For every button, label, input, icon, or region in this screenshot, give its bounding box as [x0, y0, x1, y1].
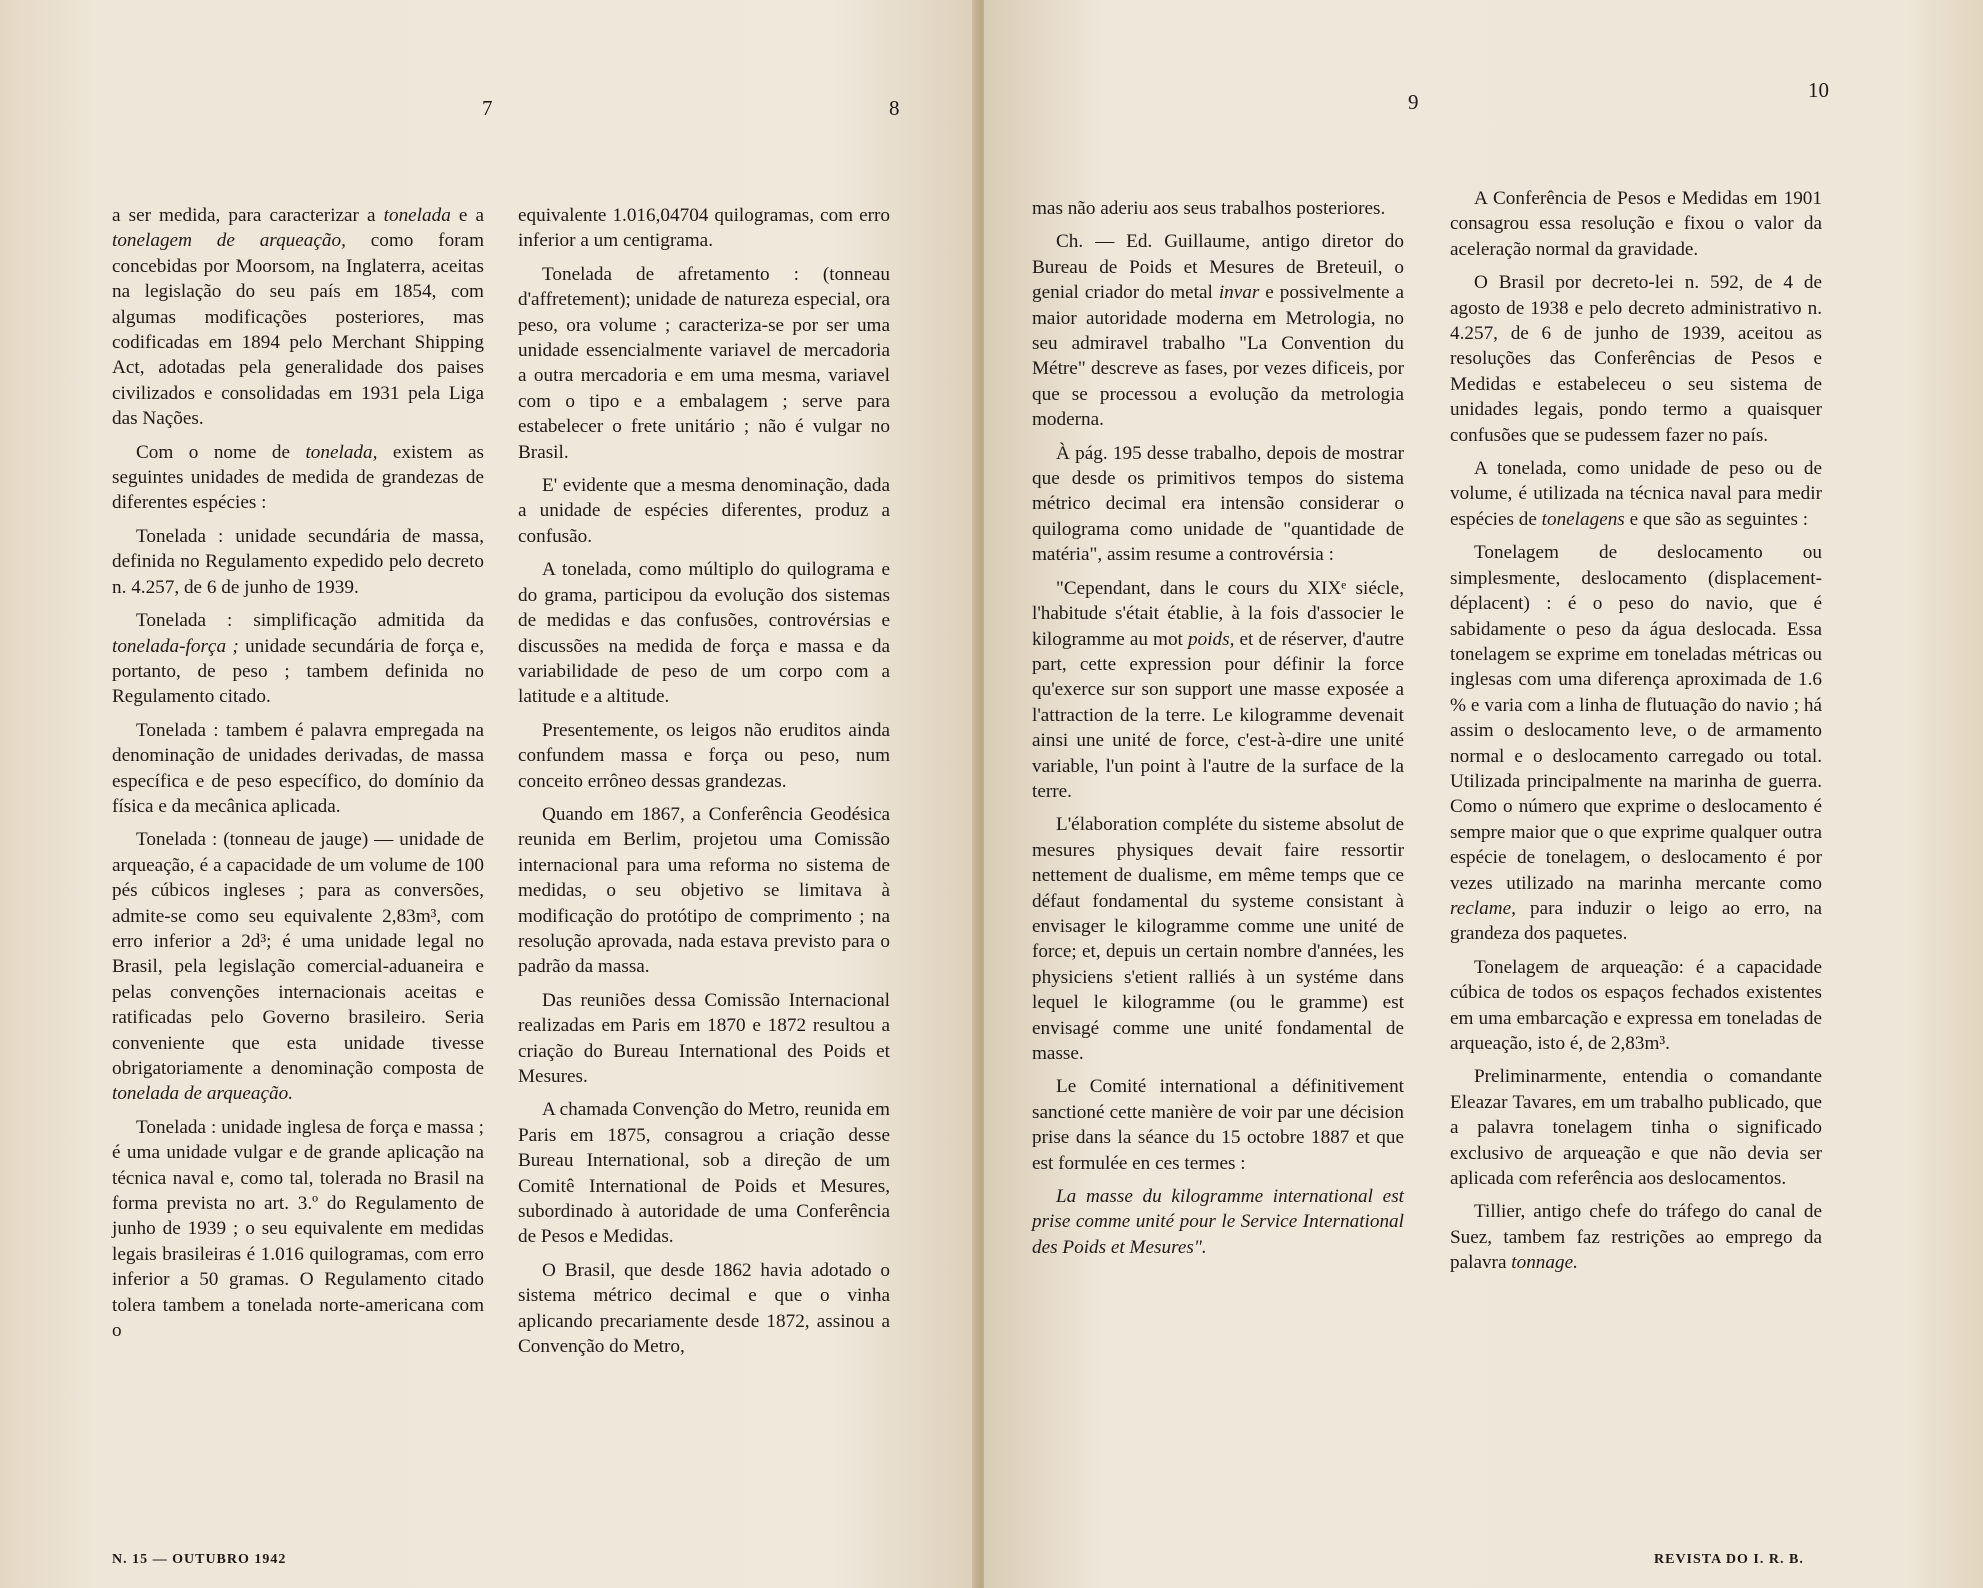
paragraph: Tonelagem de deslocamento ou simplesmente, deslocamento (displacement-déplacent) : é o peso do navio, que é sabidamente o peso da água deslocada. Essa tonelagem se exprime em toneladas métricas ou inglesas com uma diferença aproximada de 1.6 % e varia com a linha de flutuação do navio ; há assim o deslocamento leve, o de armamento normal e o deslocamento carregado ou total. Utilizada principalmente na marinha de guerra. Como o número que exprime o deslocamento é sempre maior que o que exprime qualquer outra espécie de tonelagem, o deslocamento é por vezes utilizado na marinha mercante como reclame, para induzir o leigo ao erro, na grandeza dos paquetes. — [1450, 542, 1822, 945]
paragraph: O Brasil, que desde 1862 havia adotado o sistema métrico decimal e que o vinha aplicando precariamente desde 1872, assinou a Convenção do Metro, — [518, 1259, 890, 1358]
paragraph: Tonelada de afretamento : (tonneau d'affretement); unidade de natureza especial, ora peso, ora volume ; caracteriza-se por ser uma unidade essencialmente variavel de mercadoria a outra mercadoria e em uma mesma, variavel com o tipo e a embalagem ; serve para estabelecer o frete unitário ; não é vulgar no Brasil. — [518, 263, 890, 463]
text-column-page-9 — [1032, 196, 1404, 1268]
footer-issue: N. 15 — OUTUBRO 1942 — [112, 1552, 287, 1567]
paragraph: equivalente 1.016,04704 quilogramas, com erro inferior a um centigrama. — [518, 205, 890, 252]
text-column-page-7 — [112, 203, 484, 1351]
paragraph: Tonelada : (tonneau de jauge) — unidade de arqueação, é a capacidade de um volume de 100 pés cúbicos ingleses ; para as conversões, admite-se como seu equivalente 2,83m³, com erro inferior a 2d³; é uma unidade legal no Brasil, pela legislação comercial-aduaneira e pelas convenções internacionais aceitas e ratificadas pelo Governo brasileiro. Seria conveniente que esta unidade tivesse obrigatoriamente a denominação composta de tonelada de arqueação. — [112, 829, 484, 1105]
paragraph: E' evidente que a mesma denominação, dada a unidade de espécies diferentes, produz a confusão. — [518, 475, 890, 547]
text-column-page-10 — [1450, 186, 1822, 1284]
left-page — [0, 0, 978, 1588]
page-number-7: 7 — [482, 96, 493, 120]
paragraph: L'élaboration compléte du sisteme absolut de mesures physiques devait faire ressortir nettement de dualisme, em même temps que ce défaut fondamental du systeme consistant à envisager le kilogramme comme une unité de force; et, depuis un certain nombre d'années, les physiciens s'etient ralliés à un systéme dans lequel le kilogramme (ou le gramme) est envisagé comme une unité fondamental de masse. — [1032, 814, 1404, 1064]
paragraph: Tonelada : unidade inglesa de força e massa ; é uma unidade vulgar e de grande aplicação na técnica naval e, como tal, tolerada no Brasil na forma prevista no art. 3.º do Regulamento de junho de 1939 ; o seu equivalente em medidas legais brasileiras é 1.016 quilogramas, com erro inferior a 50 gramas. O Regulamento citado tolera tambem a tonelada norte-americana com o — [112, 1116, 484, 1342]
paragraph: O Brasil por decreto-lei n. 592, de 4 de agosto de 1938 e pelo decreto administrativo n. 4.257, de 6 de junho de 1939, aceitou as resoluções das Conferências de Pesos e Medidas e estabeleceu o seu sistema de unidades legais, pondo termo a quaisquer confusões que se pudessem fazer no país. — [1450, 272, 1822, 446]
paragraph: A tonelada, como múltiplo do quilograma e do grama, participou da evolução dos sistemas de medidas e das confusões, controvérsias e discussões na medida de força e massa e da variabilidade de peso de um corpo com a latitude e a altitude. — [518, 559, 890, 708]
paragraph: Com o nome de tonelada, existem as seguintes unidades de medida de grandezas de diferentes espécies : — [112, 441, 484, 514]
right-page — [984, 0, 1983, 1588]
paragraph: La masse du kilogramme international est prise comme unité pour le Service International des Poids et Mesures". — [1032, 1186, 1404, 1258]
paragraph: Le Comité international a définitivement sanctioné cette manière de voir par une décision prise dans la séance du 15 octobre 1887 et que est formulée en ces termes : — [1032, 1076, 1404, 1174]
paragraph: Presentemente, os leigos não eruditos ainda confundem massa e força ou peso, num conceito errôneo dessas grandezas. — [518, 719, 890, 792]
paragraph: À pág. 195 desse trabalho, depois de mostrar que desde os primitivos tempos do sistema métrico decimal era intensão considerar o quilograma como unidade de "quantidade de matéria", assim resume a controvérsia : — [1032, 442, 1404, 566]
page-number-10: 10 — [1808, 78, 1829, 102]
paragraph: Tonelada : simplificação admitida da tonelada-força ; unidade secundária de força e, portanto, de peso ; tambem definida no Regulamento citado. — [112, 610, 484, 708]
paragraph: Tonelada : unidade secundária de massa, definida no Regulamento expedido pelo decreto n. 4.257, de 6 de junho de 1939. — [112, 525, 484, 598]
paragraph: a ser medida, para caracterizar a tonelada e a tonelagem de arqueação, como foram concebidas por Moorsom, na Inglaterra, aceitas na legislação do seu país em 1854, com algumas modificações posteriores, mas codificadas em 1894 pelo Merchant Shipping Act, adotadas pela generalidade dos paises civilizados e consolidadas em 1931 pela Liga das Nações. — [112, 205, 484, 430]
paragraph: mas não aderiu aos seus trabalhos posteriores. — [1032, 198, 1386, 219]
page-number-8: 8 — [889, 96, 900, 120]
footer-journal: REVISTA DO I. R. B. — [1654, 1552, 1804, 1567]
paragraph: A chamada Convenção do Metro, reunida em Paris em 1875, consagrou a criação desse Bureau International, sob a direção de um Comitê International de Poids et Mesures, subordinado à autoridade de uma Conferência de Pesos e Medidas. — [518, 1099, 890, 1248]
paragraph: Quando em 1867, a Conferência Geodésica reunida em Berlim, projetou uma Comissão internacional para uma reforma no sistema de medidas, o seu objetivo se limitava à modificação do protótipo de comprimento ; na resolução aprovada, nada estava previsto para o padrão da massa. — [518, 803, 890, 978]
paragraph: A Conferência de Pesos e Medidas em 1901 consagrou essa resolução e fixou o valor da aceleração normal da gravidade. — [1450, 188, 1822, 260]
paragraph: Ch. — Ed. Guillaume, antigo diretor do Bureau de Poids et Mesures de Breteuil, o genial criador do metal invar e possivelmente a maior autoridade moderna em Metrologia, no seu admiravel trabalho "La Convention du Métre" descreve as fases, por vezes dificeis, por que se processou a evolução da metrologia moderna. — [1032, 231, 1404, 431]
paragraph: Tonelagem de arqueação: é a capacidade cúbica de todos os espaços fechados existentes em uma embarcação e expressa em toneladas de arqueação, isto é, de 2,83m³. — [1450, 956, 1822, 1054]
paragraph: Das reuniões dessa Comissão Internacional realizadas em Paris em 1870 e 1872 resultou a criação do Bureau International des Poids et Mesures. — [518, 989, 890, 1087]
page-number-9: 9 — [1408, 90, 1419, 114]
text-column-page-8 — [518, 203, 890, 1367]
paragraph: Tonelada : tambem é palavra empregada na denominação de unidades derivadas, de massa específica e de peso específico, do domínio da física e da mecânica aplicada. — [112, 719, 484, 817]
paragraph: A tonelada, como unidade de peso ou de volume, é utilizada na técnica naval para medir espécies de tonelagens e que são as seguintes : — [1450, 458, 1822, 530]
paragraph: Preliminarmente, entendia o comandante Eleazar Tavares, em um trabalho publicado, que a palavra tonelagem tinha o significado exclusivo de arqueação e que não devia ser aplicada com referência aos deslocamentos. — [1450, 1066, 1822, 1190]
paragraph: "Cependant, dans le cours du XIXᵉ siécle, l'habitude s'était établie, à la fois d'associer le kilogramme au mot poids, et de réserver, d'autre part, cette expression pour définir la force qu'exerce sur son support une masse exposée a l'attraction de la terre. Le kilogramme devenait ainsi une unité de force, c'est-à-dire une unité variable, l'un point à l'autre de la surface de la terre. — [1032, 577, 1404, 802]
paragraph: Tillier, antigo chefe do tráfego do canal de Suez, tambem faz restrições ao emprego da palavra tonnage. — [1450, 1201, 1822, 1274]
